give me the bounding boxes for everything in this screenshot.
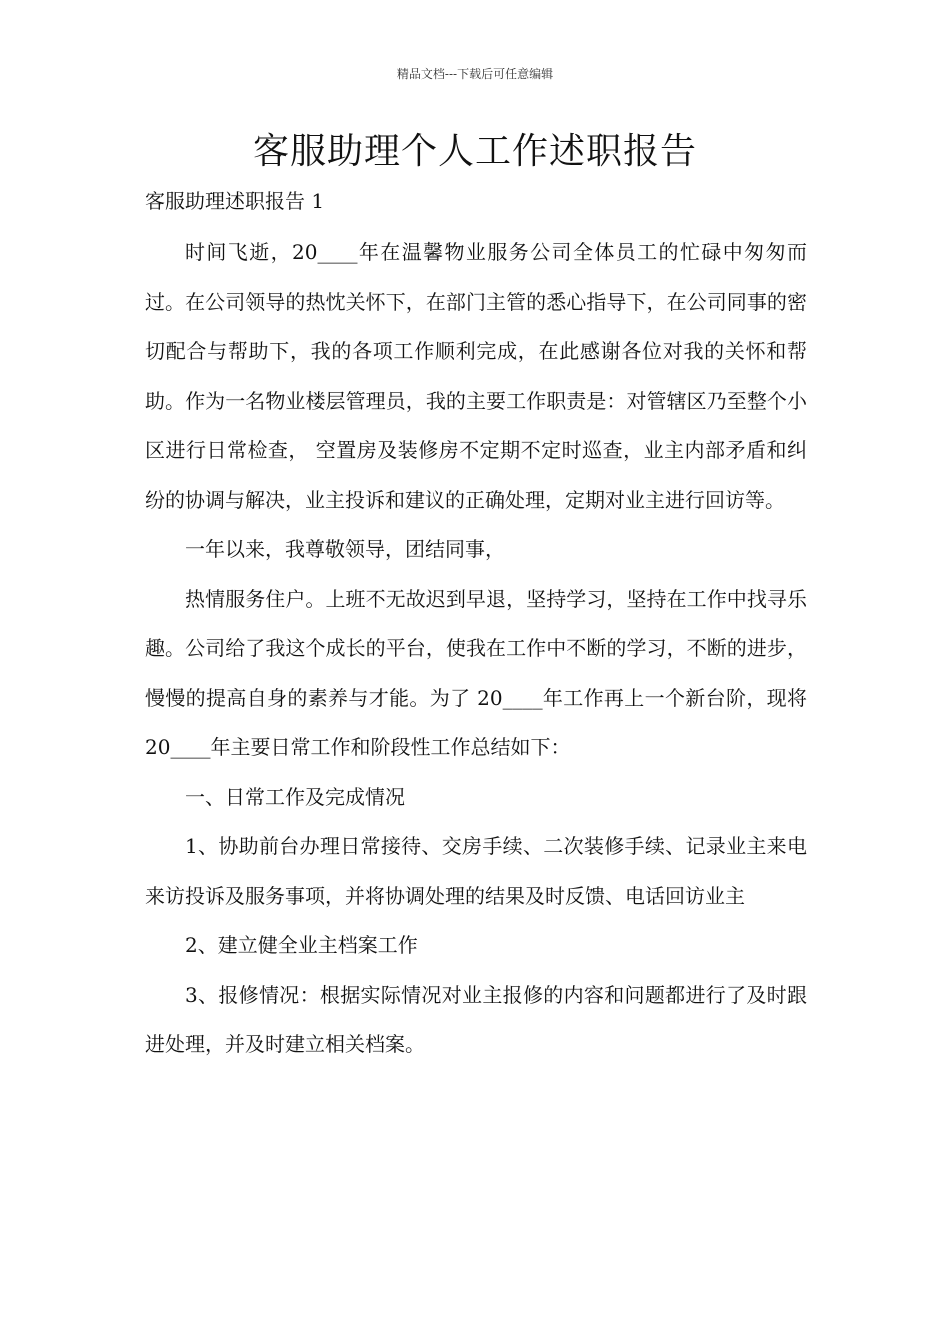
section-subtitle: 客服助理述职报告 1 [145, 189, 325, 213]
document-body [145, 228, 807, 1070]
paragraph: 一年以来，我尊敬领导，团结同事， [185, 537, 505, 561]
header-note: 精品文档---下载后可任意编辑 [396, 67, 554, 81]
section-heading: 一、日常工作及完成情况 [185, 784, 405, 809]
paragraph: 时间飞逝，20____年在温馨物业服务公司全体员工的忙碌中匆匆而过。在公司领导的热忱关怀下，在部门主管的悉心指导下，在公司同事的密切配合与帮助下，我的各项工作顺利完成，在此感谢各位对我的关怀和帮助。作为一名物业楼层管理员，我的主要工作职责是：对管辖区乃至整个小区进行日常检查， 空置房及装修房不定期不定时巡查，业主内部矛盾和纠纷的协调与解决，业主投诉和建议的正确处理，定期对业主进行回访等。 [145, 240, 807, 512]
list-item: 2、建立健全业主档案工作 [185, 933, 418, 957]
list-item: 1、协助前台办理日常接待、交房手续、二次装修手续、记录业主来电来访投诉及服务事项，并将协调处理的结果及时反馈、电话回访业主 [145, 834, 807, 908]
document-title: 客服助理个人工作述职报告 [252, 131, 697, 172]
list-item: 3、报修情况：根据实际情况对业主报修的内容和问题都进行了及时跟进处理，并及时建立相关档案。 [145, 982, 807, 1056]
paragraph: 热情服务住户。上班不无故迟到早退，坚持学习，坚持在工作中找寻乐趣。公司给了我这个成长的平台，使我在工作中不断的学习，不断的进步，慢慢的提高自身的素养与才能。为了 20____年工作再上一个新台阶，现将 20____年主要日常工作和阶段性工作总结如下： [145, 586, 807, 759]
